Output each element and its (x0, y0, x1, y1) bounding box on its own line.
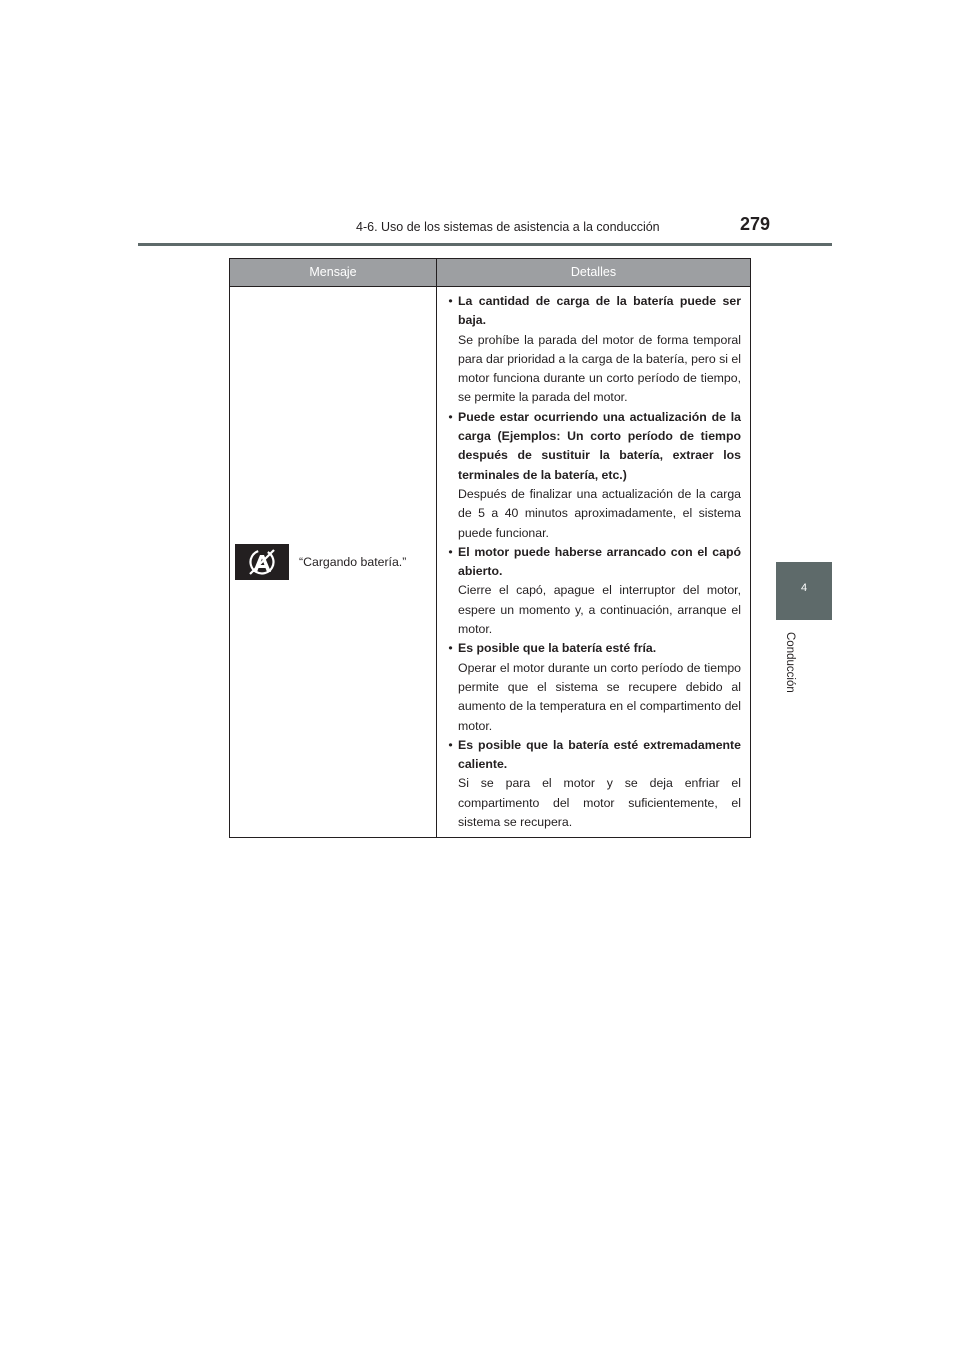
list-item (443, 408, 741, 543)
page-number: 279 (740, 214, 771, 234)
details-cell (437, 287, 751, 838)
chapter-label: Conducción (784, 632, 796, 693)
item-title: El motor puede haberse arrancado con el capó abierto. (458, 544, 741, 579)
chapter-label-container (768, 632, 828, 702)
item-title: Es posible que la batería esté fría. (458, 641, 657, 656)
item-text: Operar el motor durante un corto período de tiempo permite que el sistema se recupere debido al aumento de la temperatura en el compartimento del motor. (458, 660, 741, 733)
chapter-number: 4 (800, 582, 808, 594)
item-title: La cantidad de carga de la batería puede ser baja. (458, 294, 741, 328)
stop-start-unavailable-icon (235, 544, 289, 580)
message-cell (230, 287, 437, 838)
list-item (443, 736, 741, 832)
section-title: 4-6. Uso de los sistemas de asistencia a la conducción (356, 220, 660, 234)
bullet: • (448, 544, 453, 559)
item-text: Si se para el motor y se deja enfriar el compartimento del motor suficientemente, el sistema se recupera. (458, 776, 741, 830)
header-divider (138, 243, 832, 246)
header-details: Detalles (437, 259, 751, 287)
item-text: Cierre el capó, apague el interruptor del motor, espere un momento y, a continuación, arranque el motor. (458, 583, 741, 637)
item-title: Puede estar ocurriendo una actualización de la carga (Ejemplos: Un corto período de tiempo después de sustituir la batería, extraer los terminales de la batería, etc.) (458, 409, 741, 482)
item-title: Es posible que la batería esté extremadamente caliente. (458, 737, 741, 772)
list-item (443, 292, 741, 408)
message-table (229, 258, 751, 838)
list-item (443, 543, 741, 639)
bullet: • (448, 641, 453, 656)
message-text: “Cargando batería.” (299, 554, 407, 569)
bullet: • (448, 737, 453, 752)
bullet: • (448, 409, 453, 424)
bullet: • (448, 294, 453, 308)
item-text: Después de finalizar una actualización de la carga de 5 a 40 minutos aproximadamente, el sistema puede funcionar. (458, 486, 741, 540)
table-row (230, 287, 751, 838)
list-item (443, 639, 741, 735)
header-message: Mensaje (230, 259, 437, 287)
table-header-row (230, 259, 751, 287)
item-text: Se prohíbe la parada del motor de forma temporal para dar prioridad a la carga de la batería, pero si el motor funciona durante un corto período de tiempo, se permite la parada del motor. (458, 332, 741, 405)
chapter-tab[interactable] (776, 562, 832, 620)
